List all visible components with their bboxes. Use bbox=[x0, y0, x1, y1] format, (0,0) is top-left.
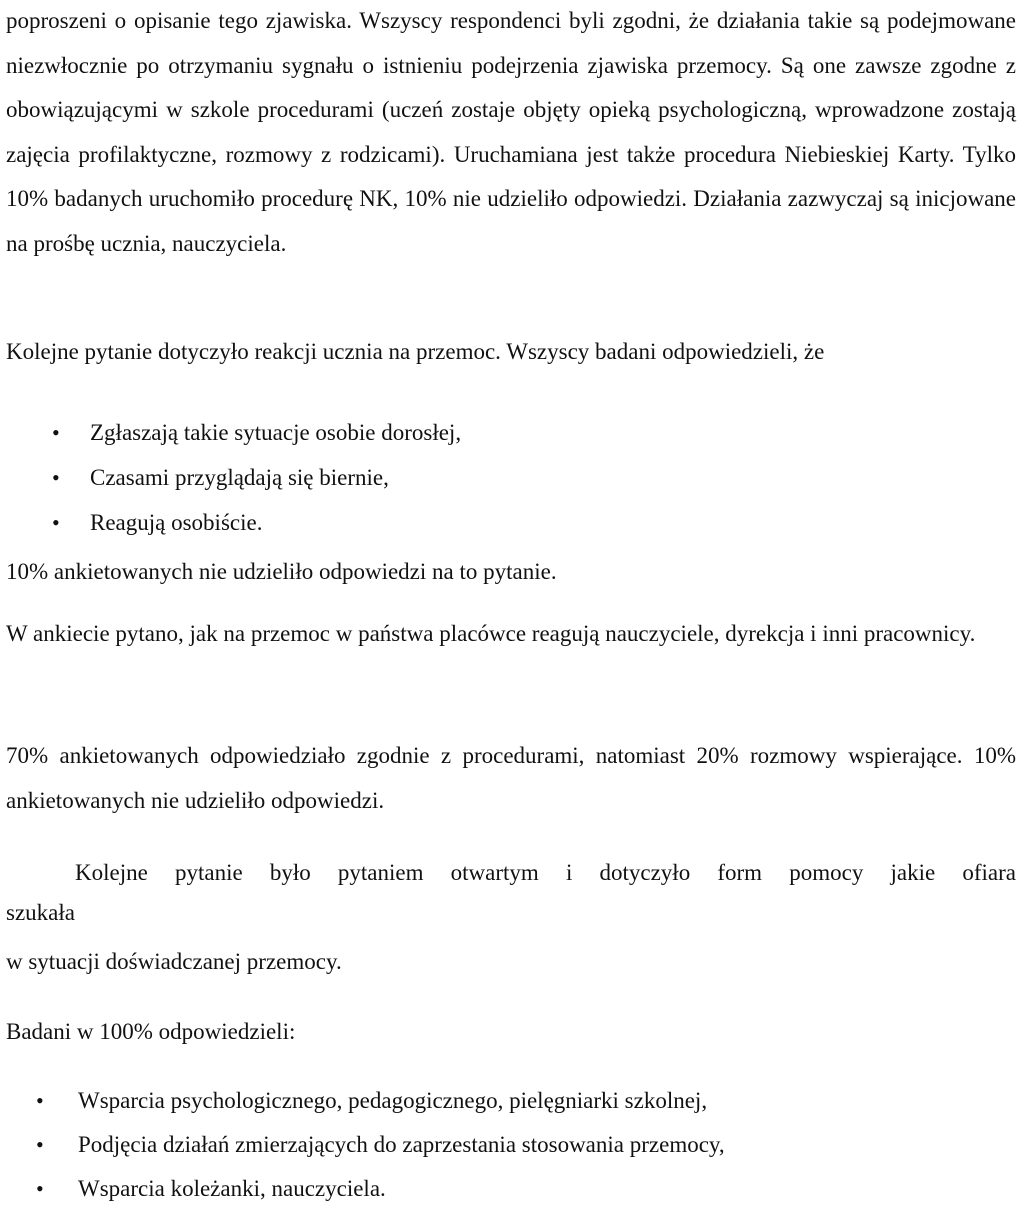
bullet-glyph: • bbox=[52, 510, 60, 535]
paragraph-student-reaction-intro: Kolejne pytanie dotyczyło reakcji ucznia na przemoc. Wszyscy badani odpowiedzieli, że bbox=[6, 339, 825, 364]
paragraph-staff-reaction-question: W ankiecie pytano, jak na przemoc w państwa placówce reagują nauczyciele, dyrekcja i inni pracownicy. bbox=[6, 621, 976, 646]
list-item-text: Wsparcia koleżanki, nauczyciela. bbox=[78, 1176, 386, 1201]
list-item-text: Podjęcia działań zmierzających do zaprzestania stosowania przemocy, bbox=[78, 1132, 725, 1157]
bullet-glyph: • bbox=[36, 1132, 44, 1157]
list-item bbox=[52, 455, 461, 500]
bullet-glyph: • bbox=[52, 420, 60, 445]
paragraph-staff-reaction-results: 70% ankietowanych odpowiedziało zgodnie z procedurami, natomiast 20% rozmowy wspierające. 10% ankietowanych nie udzieliło odpowiedzi. bbox=[6, 743, 1016, 813]
bullet-glyph: • bbox=[52, 465, 60, 490]
list-item-text: Zgłaszają takie sytuacje osobie dorosłej, bbox=[90, 420, 462, 445]
paragraph-no-answer: 10% ankietowanych nie udzieliło odpowiedzi na to pytanie. bbox=[6, 559, 557, 584]
bullet-glyph: • bbox=[36, 1176, 44, 1201]
paragraph-open-question-line3: w sytuacji doświadczanej przemocy. bbox=[6, 949, 342, 974]
list-item-text: Czasami przyglądają się biernie, bbox=[90, 465, 389, 490]
paragraph-open-question-line1: Kolejne pytanie było pytaniem otwartym i dotyczyło form pomocy jakie ofiara bbox=[75, 860, 1016, 885]
list-help-forms bbox=[36, 1079, 725, 1211]
bullet-glyph: • bbox=[36, 1088, 44, 1113]
paragraph-respondents-answer: Badani w 100% odpowiedzieli: bbox=[6, 1019, 296, 1044]
paragraph-procedures: poproszeni o opisanie tego zjawiska. Wszyscy respondenci byli zgodni, że działania takie są podejmowane niezwłocznie po otrzymaniu sygnału o istnieniu podejrzenia zjawiska przemocy. Są one zawsze zgodne z obowiązującymi w szkole procedurami (uczeń zostaje objęty opieką psychologiczną, wprowadzone zostają zajęcia profilaktyczne, rozmowy z rodzicami). Uruchamiana jest także procedura Niebieskiej Karty. Tylko 10% badanych uruchomiło procedurę NK, 10% nie udzieliło odpowiedzi. Działania zazwyczaj są inicjowane na prośbę ucznia, nauczyciela. bbox=[6, 8, 1016, 256]
list-item bbox=[52, 500, 461, 545]
list-student-reactions bbox=[52, 410, 461, 545]
list-item bbox=[36, 1079, 725, 1123]
list-item bbox=[52, 410, 461, 455]
list-item-text: Reagują osobiście. bbox=[90, 510, 263, 535]
paragraph-open-question-line2: szukała bbox=[6, 900, 75, 925]
list-item-text: Wsparcia psychologicznego, pedagogicznego, pielęgniarki szkolnej, bbox=[78, 1088, 708, 1113]
list-item bbox=[36, 1167, 725, 1211]
list-item bbox=[36, 1123, 725, 1167]
